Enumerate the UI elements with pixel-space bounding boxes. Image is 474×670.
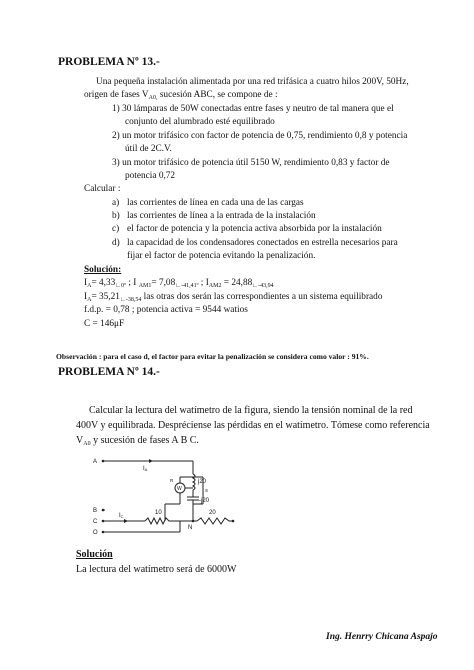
p13-calcular: Calcular : bbox=[84, 184, 121, 194]
j20-label: j20 bbox=[198, 479, 207, 485]
p13-solution-title: Solución: bbox=[84, 265, 122, 275]
p13-item2-line1: 2) un motor trifásico con factor de potencia de 0,75, rendimiento 0,8 y potencia bbox=[112, 131, 408, 141]
p13-item3-line1: 3) un motor trifásico de potencia útil 5150 W, rendimiento 0,83 y factor de bbox=[112, 158, 390, 168]
node-A-label: A bbox=[93, 459, 98, 465]
p14-line2: 400V y equilibrada. Despréciense las pérdidas en el watímetro. Tómese como referencia bbox=[76, 420, 430, 431]
node-C-label: C bbox=[93, 519, 98, 525]
observation-note: Observación : para el caso d, el factor para evitar la penalización se considera como valor : 91%. bbox=[56, 352, 369, 361]
p14-line1: Calcular la lectura del watímetro de la figura, siendo la tensión nominal de la red bbox=[89, 405, 413, 416]
p14-solution-title: Solución bbox=[76, 549, 113, 560]
p13-intro-line2: origen de fases $V_{A0,}$ sucesión ABC, se compone de : bbox=[84, 90, 278, 101]
p13-solution-line4: C = 146μF bbox=[84, 319, 125, 329]
minus-j20-label: -j20 bbox=[199, 498, 210, 504]
p13-qb: las corrientes de línea a la entrada de la instalación bbox=[127, 211, 316, 221]
problem-13-title: PROBLEMA Nº 13.- bbox=[58, 56, 160, 68]
node-O-label: O bbox=[93, 530, 98, 536]
current-IA-label: IA bbox=[143, 466, 148, 472]
p13-solution-line1: $I_A= 4,33_{∟0º}$ ; I $_{AM1}= 7,08_{∟-41,41º}$ ; $I_{AM2} = 24,88_{∟-43,94}$ bbox=[84, 278, 274, 289]
p13-item1-line1: 1) 30 lámparas de 50W conectadas entre fases y neutro de tal manera que el bbox=[112, 104, 394, 114]
resistor-10-label: 10 bbox=[155, 510, 162, 516]
p14-solution-text: La lectura del watímetro será de 6000W bbox=[76, 564, 237, 575]
circuit-diagram bbox=[85, 452, 245, 542]
current-IC-label: IC bbox=[119, 513, 124, 519]
node-B-label: B bbox=[93, 508, 98, 514]
p13-qd-line1: la capacidad de los condensadores conectados en estrella necesarios para bbox=[127, 238, 398, 248]
p13-qc-letter: c) bbox=[112, 224, 120, 234]
footer-author: Ing. Henrry Chicana Aspajo bbox=[326, 632, 438, 642]
p14-line3: $V_{A0}$ y sucesión de fases A B C. bbox=[76, 435, 199, 447]
p13-qd-letter: d) bbox=[112, 238, 120, 248]
p13-item2-line2: útil de 2C.V. bbox=[125, 144, 172, 154]
resistor-20-label: 20 bbox=[209, 510, 216, 516]
p13-item1-line2: conjunto del alumbrado esté equilibrado bbox=[125, 117, 275, 127]
p13-qa-letter: a) bbox=[112, 198, 120, 208]
problem-14-title: PROBLEMA Nº 14.- bbox=[58, 366, 160, 378]
p13-solution-line2: $I_A= 35,21_{∟-38,54}$ las otras dos serán las correspondientes a un sistema equilibrado bbox=[84, 292, 383, 303]
node-S-label: S bbox=[205, 488, 209, 493]
node-N-label: N bbox=[188, 525, 193, 531]
p13-qd-line2: fijar el factor de potencia evitando la penalización. bbox=[127, 251, 316, 261]
node-R-label: R bbox=[170, 478, 174, 483]
wattmeter-label: W bbox=[177, 486, 182, 492]
p13-qc: el factor de potencia y la potencia activa absorbida por la instalación bbox=[127, 224, 382, 234]
p13-solution-line3: f.d.p. = 0,78 ; potencia activa = 9544 watios bbox=[84, 305, 248, 315]
p13-qa: las corrientes de línea en cada una de las cargas bbox=[127, 198, 304, 208]
p13-intro-line1: Una pequeña instalación alimentada por una red trifásica a cuatro hilos 200V, 50Hz, bbox=[96, 77, 409, 87]
p13-item3-line2: potencia 0,72 bbox=[125, 171, 176, 181]
p13-qb-letter: b) bbox=[112, 211, 120, 221]
